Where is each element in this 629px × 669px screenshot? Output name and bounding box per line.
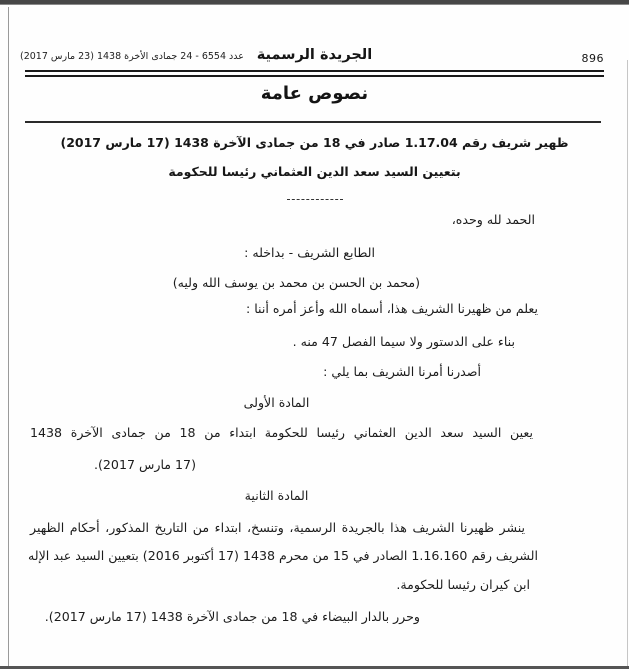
decree-title-line1: ظهير شريف رقم 1.17.04 صادر في 18 من جمادى الآخرة 1438 (17 مارس 2017) (60, 135, 569, 150)
article-two-heading: المادة الثانية (244, 488, 309, 503)
article-two-text-line2: الشريف رقم 1.16.160 الصادر في 15 من محرم 1438 (17 أكتوبر 2016) بتعيين السيد عبد الإله (28, 548, 538, 563)
section-divider-rule (25, 121, 601, 123)
page-border-right (627, 60, 628, 666)
article-one-text-line2: (17 مارس 2017). (94, 457, 196, 472)
body-line-order-intro: أصدرنا أمرنا الشريف بما يلي : (323, 364, 481, 379)
header-issue-info: عدد 6554 - 24 جمادى الأخرة 1438 (23 مارس 2017) (20, 51, 244, 62)
body-line-signature-place-date: وحرر بالدار البيضاء في 18 من جمادى الآخرة 1438 (17 مارس 2017). (44, 609, 420, 624)
article-one-heading: المادة الأولى (243, 395, 310, 410)
header-double-rule (25, 70, 604, 77)
article-two-text-line3: ابن كيران رئيسا للحكومة. (396, 577, 530, 592)
scan-edge-top (0, 0, 629, 5)
body-line-royal-seal: الطابع الشريف - بداخله : (244, 245, 375, 260)
header-journal-title: الجريدة الرسمية (256, 47, 373, 63)
header-page-number: 896 (581, 52, 604, 65)
title-dash-separator (287, 193, 343, 200)
body-line-constitution-ref: بناء على الدستور ولا سيما الفصل 47 منه . (292, 334, 515, 349)
section-title: نصوص عامة (260, 83, 369, 104)
page-border-left (8, 7, 9, 666)
body-line-basmala: الحمد لله وحده، (451, 212, 535, 227)
body-line-proclamation: يعلم من ظهيرنا الشريف هذا، أسماه الله وأعز أمره أننا : (245, 301, 538, 316)
article-two-text-line1: ينشر ظهيرنا الشريف هذا بالجريدة الرسمية، وتنسخ، ابتداء من التاريخ المذكور، أحكام الظهير (30, 520, 525, 535)
body-line-royal-name: (محمد بن الحسن بن محمد بن يوسف الله وليه) (172, 275, 420, 290)
article-one-text-line1: يعين السيد سعد الدين العثماني رئيسا للحكومة ابتداء من 18 من جمادى الآخرة 1438 (30, 425, 533, 440)
decree-title-line2: بتعيين السيد سعد الدين العثماني رئيسا للحكومة (168, 164, 461, 179)
